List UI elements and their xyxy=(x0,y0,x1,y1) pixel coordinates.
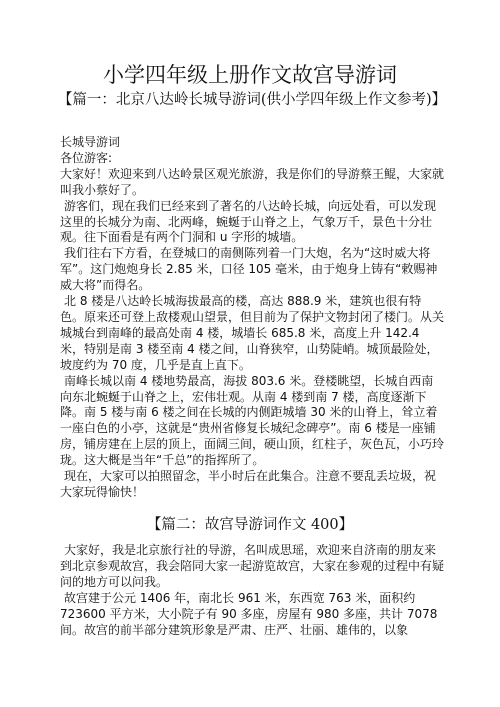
section2-paragraph: 故宫建于公元 1406 年，南北长 961 米，东西宽 763 米，面积约 723600 平方米，大小院子有 90 多座，房屋有 980 多座，共计 7078 间。故宫的前半部分建筑形象是严肃、庄严、壮丽、雄伟的，以象 xyxy=(60,590,438,637)
section1-paragraph: 游客们，现在我们已经来到了著名的八达岭长城，向远处看，可以发现这里的长城分为南、北两峰，蜿蜒于山脊之上，气象万千，景色十分壮观。往下面看是有两个门洞和 u 字形的城墙。 xyxy=(60,198,437,245)
section1-paragraph: 北 8 楼是八达岭长城海拔最高的楼，高达 888.9 米，建筑也很有特色。原来还可登上敌楼观山望景，但目前为了保护文物封闭了楼门。从关城城台到南峰的最高处南 4 楼，城墙长 685.8 米，高度上升 142.4 米，特别是南 3 楼至南 4 楼之间，山脊狭窄，山势陡峭。城顶最险处，坡度约为 70 度，几乎是直上直下。 xyxy=(60,294,445,372)
section1-paragraph: 南峰长城以南 4 楼地势最高，海拔 803.6 米。登楼眺望，长城自西南向东北蜿蜒于山脊之上，宏伟壮观。从南 4 楼到南 7 楼，高度逐渐下降。南 5 楼与南 6 楼之间在长城的内侧距城墙 30 米的山脊上，耸立着一座白色的小亭，这就是“贵州省修复长城纪念碑亭”。南 6 楼是一座铺房，铺房建在上层的顶上，面阔三间，硬山顶，红柱子，灰色瓦，小巧玲珑。这大概是当年“千总”的指挥所了。 xyxy=(60,373,445,468)
section1-paragraph: 现在，大家可以拍照留念，半小时后在此集合。注意不要乱丢垃圾，祝大家玩得愉快！ xyxy=(60,469,437,499)
section1-heading: 【篇一：北京八达岭长城导游词(供小学四年级上作文参考)】 xyxy=(57,92,447,108)
section2-body xyxy=(60,543,444,638)
section1-body xyxy=(60,135,444,501)
section1-paragraph: 长城导游词 xyxy=(60,135,121,149)
page-bottom-mask xyxy=(0,703,500,707)
section1-paragraph: 各位游客: xyxy=(60,150,113,165)
document-title: 小学四年级上册作文故宫导游词 xyxy=(103,63,397,87)
section2-paragraph: 大家好，我是北京旅行社的导游，名叫成思瑶，欢迎来自济南的朋友来到北京参观故宫，我会陪同大家一起游览故宫，大家在参观的过程中有疑问的地方可以问我。 xyxy=(60,543,445,589)
section1-paragraph: 我们往右下方看，在登城口的南侧陈列着一门大炮，名为“这时威大将军”。这门炮炮身长 2.85 米，口径 105 毫米，由于炮身上铸有“敕赐神威大将”而得名。 xyxy=(60,246,438,293)
section2-heading: 【篇二：故宫导游词作文 400】 xyxy=(146,517,354,533)
section1-paragraph: 大家好！欢迎来到八达岭景区观光旅游，我是你们的导游蔡王鲲，大家就叫我小蔡好了。 xyxy=(60,166,445,197)
